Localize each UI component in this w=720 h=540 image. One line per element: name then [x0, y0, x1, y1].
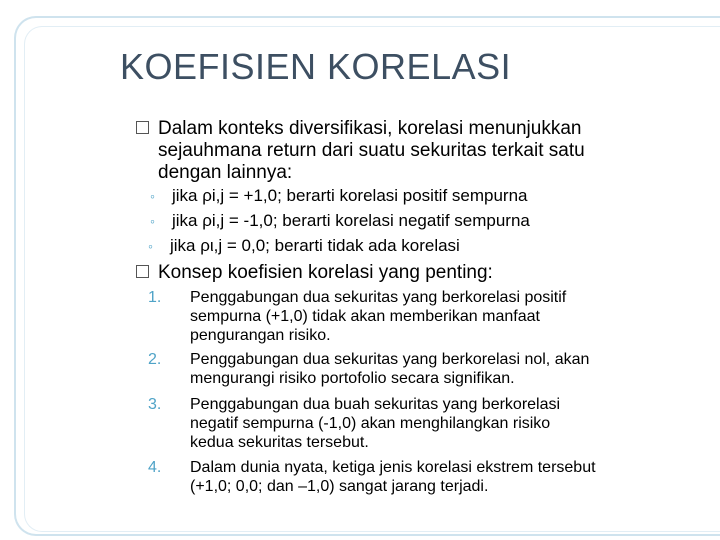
item-number: 3. — [148, 396, 162, 413]
item-line: negatif sempurna (-1,0) akan menghilangkan risiko — [190, 415, 551, 432]
numbered-item-3 — [148, 395, 561, 452]
item-number: 4. — [148, 459, 162, 476]
subbullet-text: jika ρi,j = +1,0; berarti korelasi positif sempurna — [172, 186, 528, 205]
subbullet-text: jika ρι,j = 0,0; berarti tidak ada korelasi — [170, 236, 460, 255]
square-bullet-icon — [136, 265, 149, 278]
bullet-line: Dalam konteks diversifikasi, korelasi menunjukkan — [158, 118, 582, 139]
bullet-line: sejauhmana return dari suatu sekuritas terkait satu — [158, 140, 585, 161]
circle-bullet-icon: ◦ — [150, 188, 155, 204]
bullet-diversification-cont — [158, 162, 292, 183]
item-line: Penggabungan dua buah sekuritas yang berkorelasi — [190, 396, 561, 413]
bullet-line: dengan lainnya: — [158, 162, 293, 183]
item-number: 1. — [148, 289, 162, 306]
item-line: Penggabungan dua sekuritas yang berkorelasi positif — [190, 289, 567, 306]
slide-title: KOEFISIEN KORELASI — [120, 46, 512, 87]
item-line: Dalam dunia nyata, ketiga jenis korelasi ekstrem tersebut — [190, 459, 596, 476]
item-line: Penggabungan dua sekuritas yang berkorelasi nol, akan — [190, 351, 590, 368]
square-bullet-icon — [136, 121, 149, 134]
subbullet-positive — [150, 186, 528, 206]
circle-bullet-icon: ◦ — [150, 213, 155, 229]
bullet-diversification-cont — [158, 140, 585, 161]
bullet-line: Konsep koefisien korelasi yang penting: — [158, 262, 493, 283]
numbered-item-1 — [148, 288, 567, 345]
bullet-diversification — [158, 118, 581, 139]
item-line: mengurangi risiko portofolio secara signifikan. — [190, 370, 515, 387]
subbullet-negative — [150, 211, 530, 231]
numbered-item-4 — [148, 458, 596, 496]
bullet-concepts — [158, 262, 493, 283]
item-line: sempurna (+1,0) tidak akan memberikan manfaat — [190, 308, 540, 325]
item-number: 2. — [148, 351, 162, 368]
item-line: kedua sekuritas tersebut. — [190, 434, 369, 451]
numbered-item-2 — [148, 350, 590, 388]
subbullet-text: jika ρi,j = -1,0; berarti korelasi negatif sempurna — [172, 211, 530, 230]
item-line: pengurangan risiko. — [190, 327, 331, 344]
subbullet-zero — [148, 236, 460, 256]
circle-bullet-icon: ◦ — [148, 238, 153, 254]
item-line: (+1,0; 0,0; dan –1,0) sangat jarang terjadi. — [190, 478, 489, 495]
